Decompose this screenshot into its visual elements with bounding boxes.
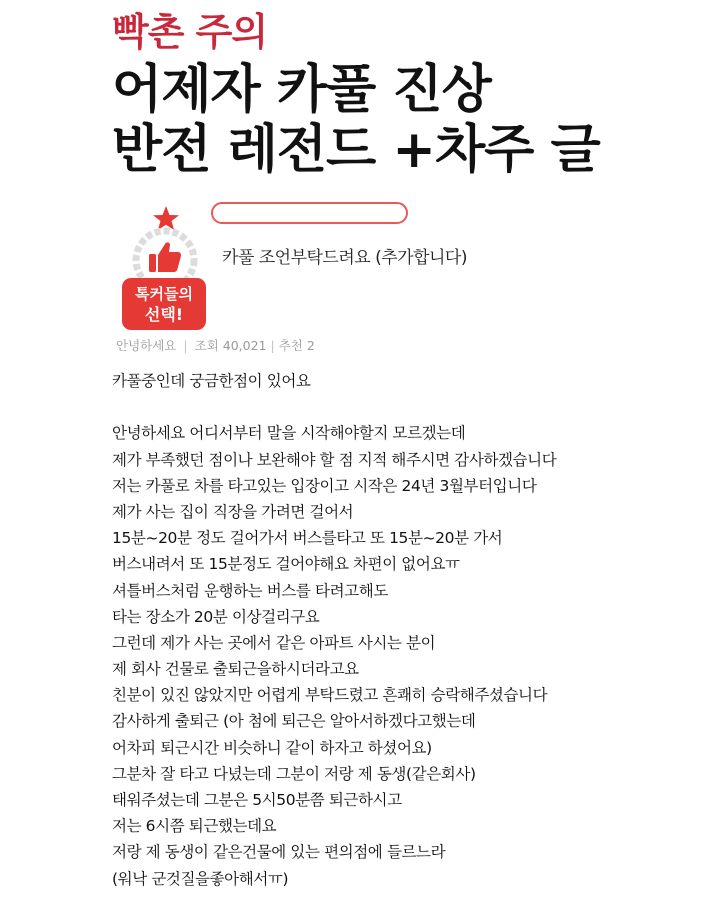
body-line: (워낙 군것질을좋아해서ㅠ) <box>112 869 289 888</box>
body-line: 그분차 잘 타고 다녔는데 그분이 저랑 제 동생(같은회사) <box>112 764 476 783</box>
body-line: 제가 부족했던 점이나 보완해야 할 점 지적 해주시면 감사하겠습니다 <box>112 450 557 469</box>
body-line: 제가 사는 집이 직장을 가려면 걸어서 <box>112 502 354 521</box>
post-title[interactable]: 카풀 조언부탁드려요 (추가합니다) <box>222 248 467 268</box>
body-line: 셔틀버스처럼 운행하는 버스를 타려고해도 <box>112 581 388 600</box>
post-body <box>112 368 697 892</box>
body-line: 저랑 제 동생이 같은건물에 있는 편의점에 들르느라 <box>112 843 446 862</box>
badge-graphic <box>118 196 210 334</box>
highlight-pill <box>211 202 408 224</box>
meta-views-label: 조회 <box>194 338 219 353</box>
meta-likes-label: 추천 <box>278 338 303 353</box>
body-line: 친분이 있진 않았지만 어렵게 부탁드렸고 흔쾌히 승락해주셨습니다 <box>112 686 548 705</box>
post-intro: 카풀중인데 궁금한점이 있어요 <box>112 372 311 390</box>
body-line: 어차피 퇴근시간 비슷하니 같이 하자고 하셨어요) <box>112 738 432 757</box>
headline-title-line-1: 어제자 카풀 진상 <box>112 60 491 120</box>
meta-likes-count: 2 <box>306 338 315 353</box>
badge-line-1: 톡커들의 <box>135 285 193 303</box>
body-line: 버스내려서 또 15분정도 걸어야해요 차편이 없어요ㅠ <box>112 555 460 574</box>
body-line: 감사하게 출퇴근 (아 첨에 퇴근은 알아서하겠다고했는데 <box>112 712 476 731</box>
badge-line-2: 선택! <box>144 305 184 324</box>
meta-divider: | <box>270 338 275 353</box>
talkers-choice-badge <box>118 196 210 334</box>
body-line: 15분~20분 정도 걸어가서 버스를타고 또 15분~20분 가서 <box>112 529 503 548</box>
post-meta <box>116 336 315 354</box>
headline-title-line-2: 반전 레전드 +차주 글 <box>112 120 600 180</box>
meta-views-count: 40,021 <box>222 338 267 353</box>
body-line: 저는 6시쯤 퇴근했는데요 <box>112 817 277 836</box>
body-line: 제 회사 건물로 출퇴근을하시더라고요 <box>112 660 359 679</box>
body-line: 그런데 제가 사는 곳에서 같은 아파트 사시는 분이 <box>112 633 436 652</box>
body-line: 태워주셨는데 그분은 5시50분쯤 퇴근하시고 <box>112 791 402 809</box>
star-icon <box>153 206 179 230</box>
headline-tag: 빡촌 주의 <box>112 10 268 54</box>
body-line: 안녕하세요 어디서부터 말을 시작해야할지 모르겠는데 <box>112 424 466 443</box>
headline <box>112 8 692 180</box>
meta-divider: | <box>183 338 188 353</box>
meta-greeting: 안녕하세요 <box>116 338 177 353</box>
body-line: 타는 장소가 20분 이상걸리구요 <box>112 607 320 626</box>
body-line: 저는 카풀로 차를 타고있는 입장이고 시작은 24년 3월부터입니다 <box>112 476 537 495</box>
